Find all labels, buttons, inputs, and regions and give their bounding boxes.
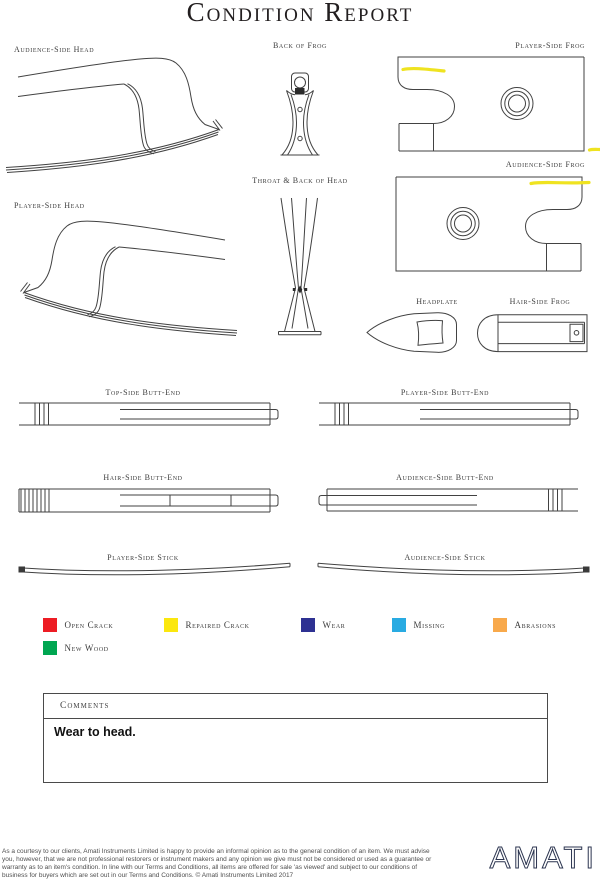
label-top-side-butt-end: Top-Side Butt-End [105, 388, 181, 397]
player-side-butt-end-drawing [319, 403, 578, 425]
player-side-frog-drawing [398, 57, 584, 151]
hair-side-butt-end-drawing [19, 489, 278, 512]
comments-text: Wear to head. [54, 725, 136, 739]
headplate-drawing [367, 313, 457, 353]
label-hair-side-butt-end: Hair-Side Butt-End [103, 473, 183, 482]
open-crack-swatch [43, 618, 57, 632]
legend-label: Repaired Crack [185, 619, 250, 630]
comments-header: Comments [44, 694, 547, 719]
hair-side-frog-drawing [478, 315, 588, 352]
label-player-side-head: Player-Side Head [14, 201, 85, 210]
legend-item-open-crack [43, 618, 113, 632]
label-player-side-frog: Player-Side Frog [515, 41, 585, 50]
legend-label: Wear [322, 619, 346, 630]
repaired-crack-mark-player-frog-edge [590, 149, 600, 150]
legend-label: New Wood [64, 642, 109, 653]
legend-label: Missing [413, 619, 446, 630]
player-side-head-drawing [21, 221, 238, 335]
back-of-frog-drawing [281, 73, 320, 155]
audience-side-frog-drawing [396, 177, 582, 271]
player-side-stick-drawing [19, 563, 291, 574]
top-side-butt-end-drawing [19, 403, 278, 425]
comments-box [43, 693, 548, 783]
legend-item-wear [301, 618, 345, 632]
legend-label: Abrasions [514, 619, 557, 630]
label-player-side-stick: Player-Side Stick [107, 553, 179, 562]
amati-logo: AMATI [489, 840, 597, 875]
repaired-crack-swatch [164, 618, 178, 632]
legend-item-abrasions [493, 618, 556, 632]
label-hair-side-frog: Hair-Side Frog [509, 297, 571, 306]
throat-back-of-head-drawing [279, 198, 322, 335]
label-audience-side-head: Audience-Side Head [14, 45, 95, 54]
label-throat-back-of-head: Throat & Back of Head [252, 176, 348, 185]
missing-swatch [392, 618, 406, 632]
repaired-crack-mark-player-frog [403, 69, 444, 71]
label-audience-side-butt-end: Audience-Side Butt-End [396, 473, 494, 482]
label-audience-side-frog: Audience-Side Frog [505, 160, 585, 169]
audience-side-stick-drawing [318, 563, 590, 574]
audience-side-head-drawing [6, 58, 223, 172]
label-headplate: Headplate [416, 297, 458, 306]
page-title: Condition Report [186, 0, 414, 27]
legend-item-missing [392, 618, 445, 632]
legend-label: Open Crack [64, 619, 114, 630]
audience-side-butt-end-drawing [319, 489, 578, 511]
abrasions-swatch [493, 618, 507, 632]
new-wood-swatch [43, 641, 57, 655]
repaired-crack-mark-audience-frog [531, 182, 589, 183]
wear-swatch [301, 618, 315, 632]
label-audience-side-stick: Audience-Side Stick [404, 553, 486, 562]
legend-item-repaired-crack [164, 618, 250, 632]
label-back-of-frog: Back of Frog [273, 41, 327, 50]
legend-item-new-wood [43, 641, 109, 655]
footer-disclaimer: As a courtesy to our clients, Amati Instruments Limited is happy to provide an informal opinion as to the general condition of an item. We must advise you, however, that we are not professional restorers or instrument makers and any opinion we give must not be considered or used as a guarantee or warranty as to an item's condition. In line with our Terms and Conditions, all items are offered for sale 'as viewed' and subject to our conditions of business for buyers which are set out in our Terms and Conditions. © Amati Instruments Limited 2017 [2, 848, 432, 879]
label-player-side-butt-end: Player-Side Butt-End [400, 388, 490, 397]
